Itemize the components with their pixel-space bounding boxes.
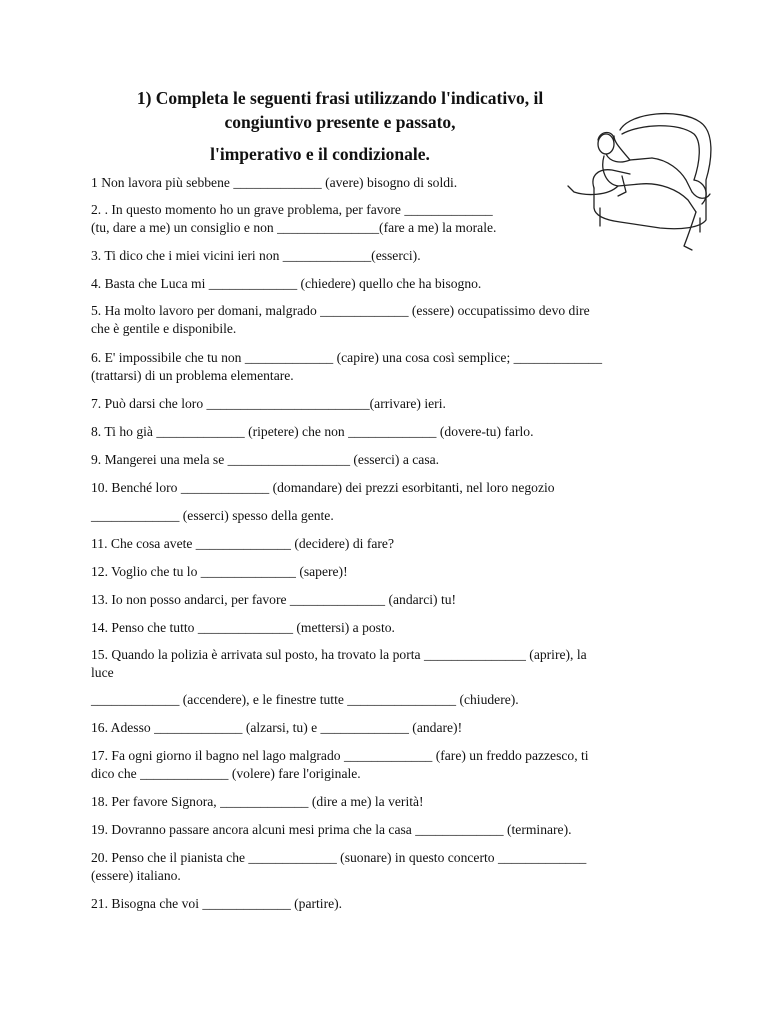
question-17: 17. Fa ogni giorno il bagno nel lago malgrado _____________ (fare) un freddo pazzesco, ti dico che _____________ (volere) fare l'originale. — [91, 748, 589, 781]
question-4: 4. Basta che Luca mi _____________ (chiedere) quello che ha bisogno. — [91, 276, 482, 291]
question-5: 5. Ha molto lavoro per domani, malgrado _____________ (essere) occupatissimo devo dire che è gentile e disponibile. — [91, 303, 590, 336]
question-15-continued: _____________ (accendere), e le finestre tutte ________________ (chiudere). — [91, 692, 519, 707]
question-16: 16. Adesso _____________ (alzarsi, tu) e _____________ (andare)! — [91, 720, 463, 735]
question-8: 8. Ti ho già _____________ (ripetere) che non _____________ (dovere-tu) farlo. — [91, 424, 534, 439]
exercise-title-line-3: l'imperativo e il condizionale. — [210, 144, 430, 164]
question-18: 18. Per favore Signora, _____________ (dire a me) la verità! — [91, 794, 424, 809]
question-1: 1 Non lavora più sebbene _____________ (avere) bisogno di soldi. — [91, 175, 458, 190]
question-6: 6. E' impossibile che tu non _____________ (capire) una cosa così semplice; _____________ (trattarsi) di un problema elementare. — [91, 350, 602, 383]
question-7: 7. Può darsi che loro ________________________(arrivare) ieri. — [91, 396, 446, 411]
question-15: 15. Quando la polizia è arrivata sul posto, ha trovato la porta _______________ (aprire), la luce — [91, 647, 587, 680]
question-10-continued: _____________ (esserci) spesso della gente. — [91, 508, 334, 523]
question-13: 13. Io non posso andarci, per favore ______________ (andarci) tu! — [91, 592, 457, 607]
question-3: 3. Ti dico che i miei vicini ieri non _____________(esserci). — [91, 248, 421, 263]
question-12: 12. Voglio che tu lo ______________ (sapere)! — [91, 564, 348, 579]
question-19: 19. Dovranno passare ancora alcuni mesi prima che la casa _____________ (terminare). — [91, 822, 572, 837]
question-2: 2. . In questo momento ho un grave problema, per favore _____________ (tu, dare a me) un consiglio e non _______________(fare a me) la morale. — [91, 202, 497, 235]
question-21: 21. Bisogna che voi _____________ (partire). — [91, 896, 343, 911]
exercise-title-line-2: congiuntivo presente e passato, — [224, 112, 456, 132]
question-9: 9. Mangerei una mela se __________________ (esserci) a casa. — [91, 452, 440, 467]
question-20: 20. Penso che il pianista che _____________ (suonare) in questo concerto _____________ (essere) italiano. — [91, 850, 587, 883]
question-14: 14. Penso che tutto ______________ (mettersi) a posto. — [91, 620, 395, 635]
question-10: 10. Benché loro _____________ (domandare) dei prezzi esorbitanti, nel loro negozio — [91, 480, 555, 495]
question-11: 11. Che cosa avete ______________ (decidere) di fare? — [91, 536, 394, 551]
exercise-title-line-1: 1) Completa le seguenti frasi utilizzando l'indicativo, il — [136, 88, 544, 108]
